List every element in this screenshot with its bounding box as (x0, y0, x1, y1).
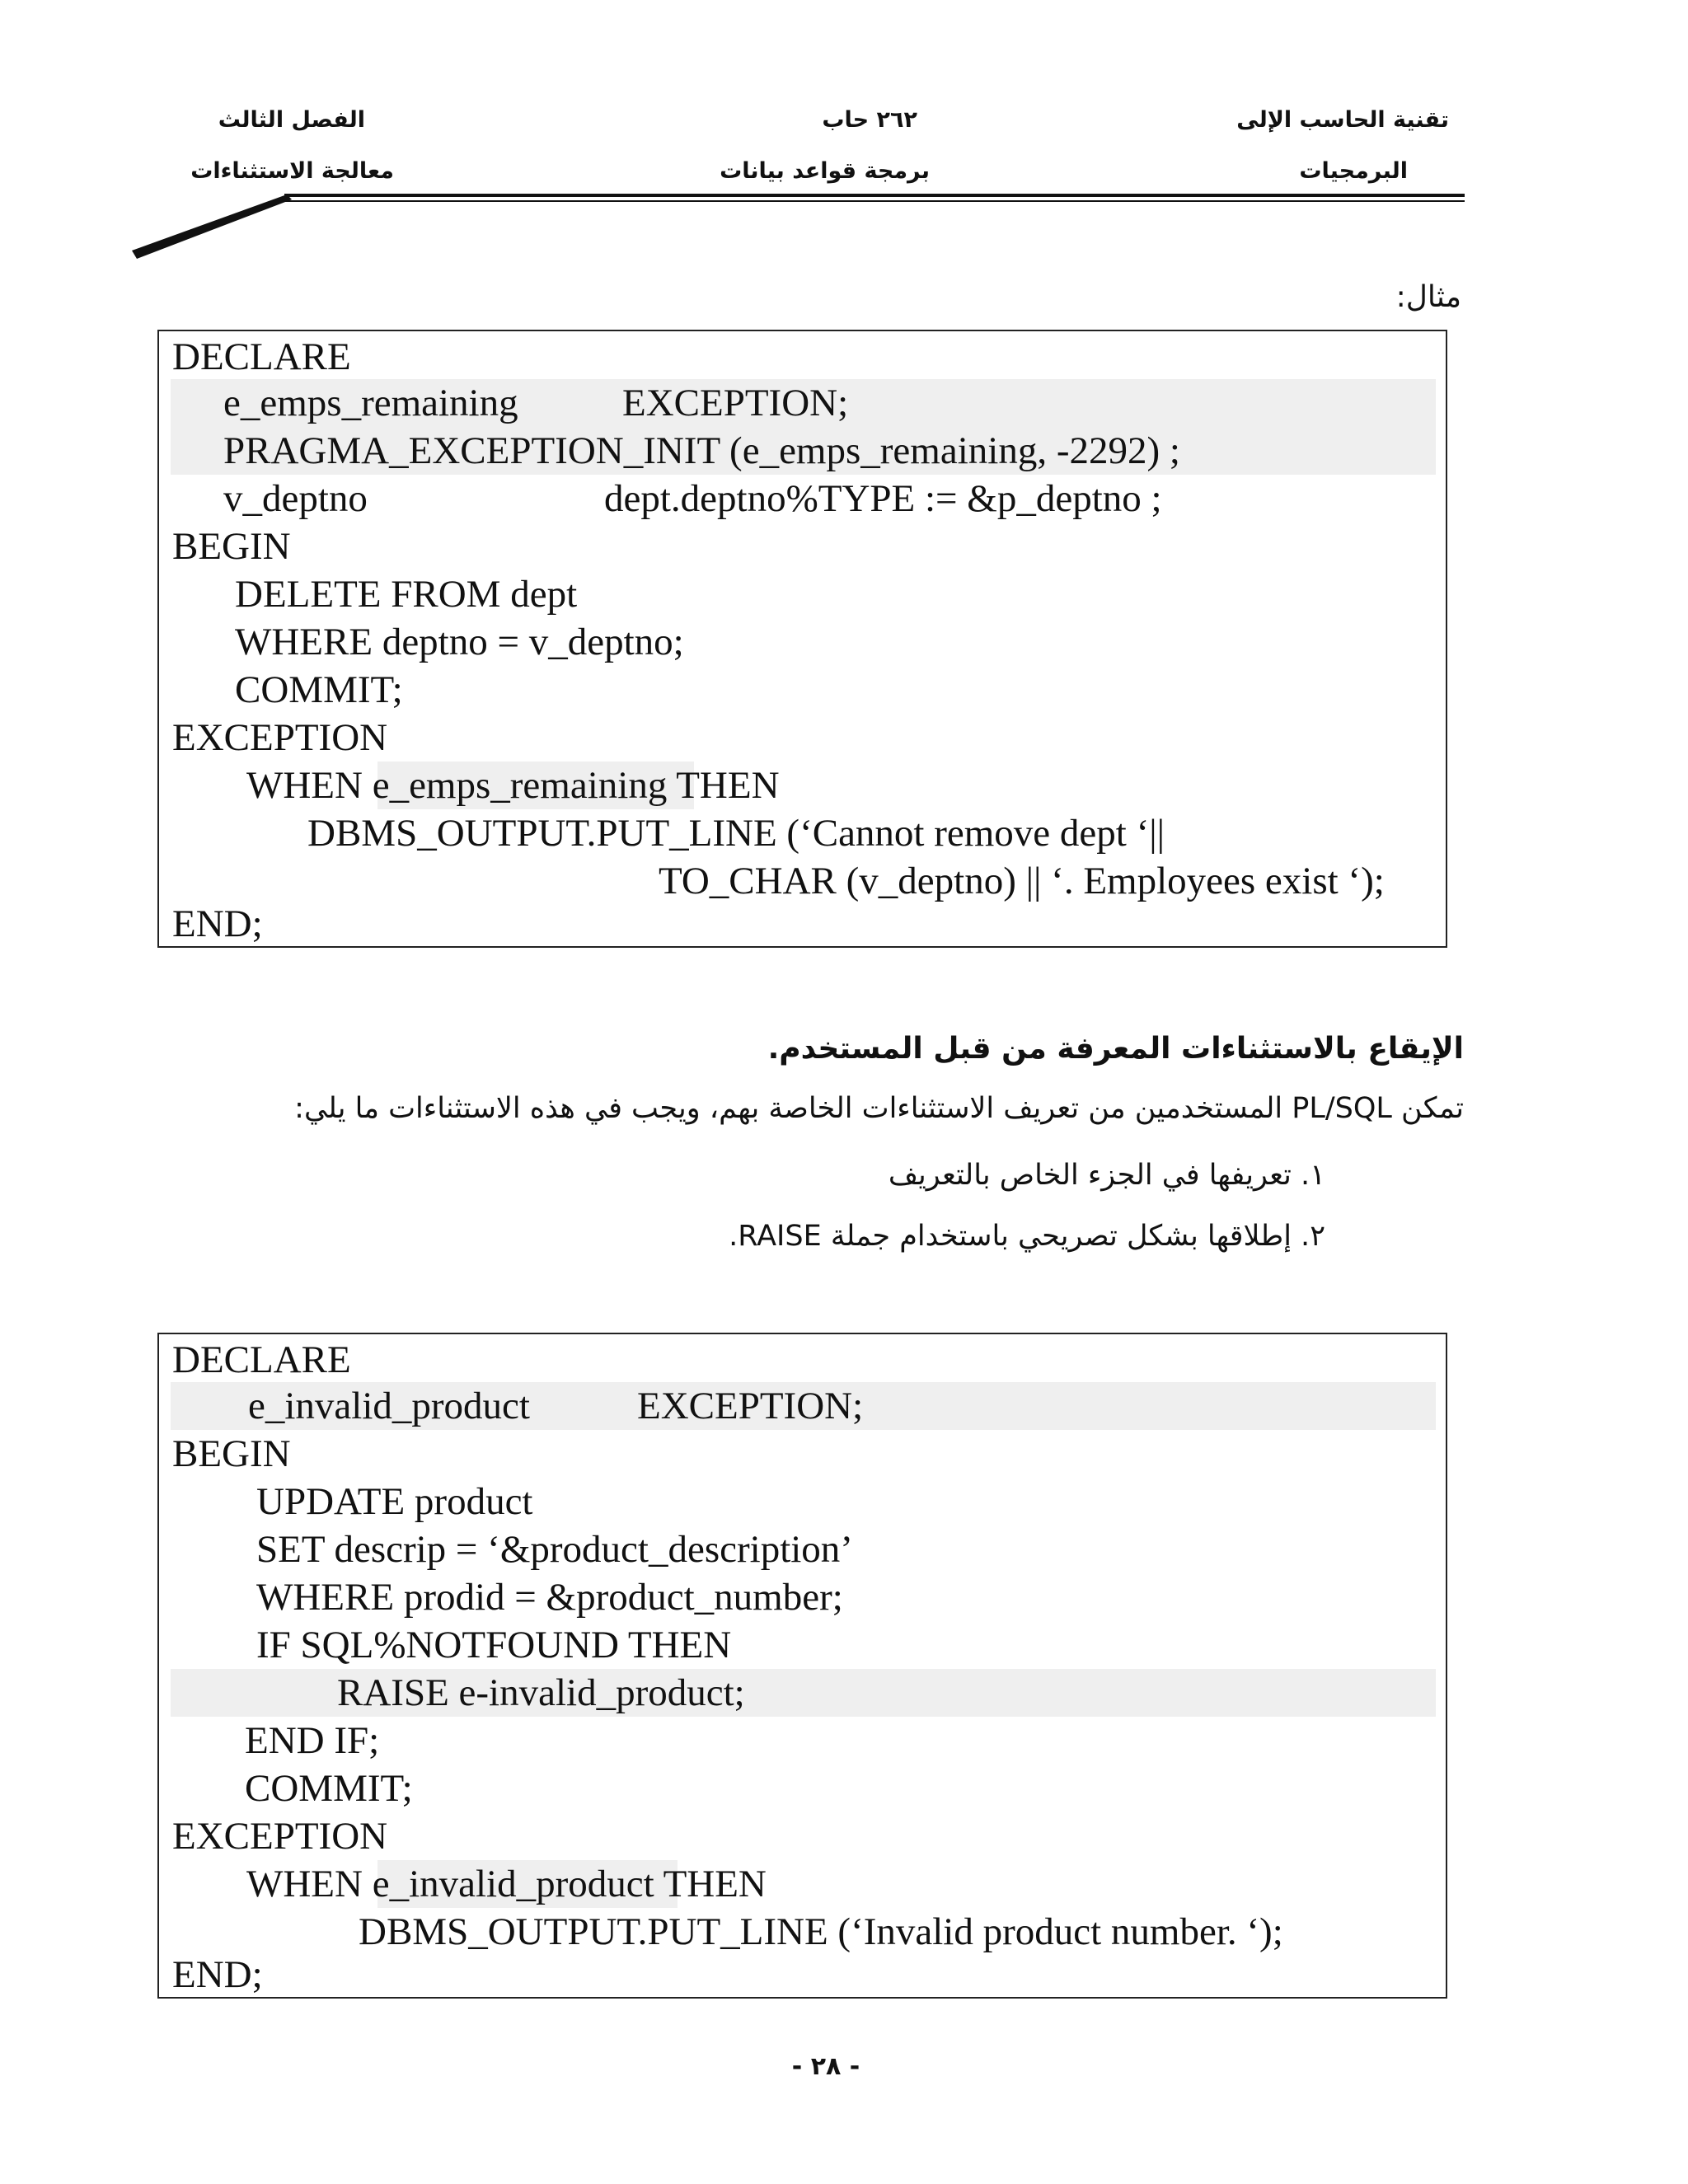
code-line-highlighted: PRAGMA_EXCEPTION_INIT (e_emps_remaining, -2292) ; (171, 427, 1436, 475)
list-item-1: ١. تعريفها في الجزء الخاص بالتعريف (888, 1159, 1325, 1192)
code-line: BEGIN (172, 1432, 291, 1475)
code-line: DECLARE (172, 335, 351, 378)
header-left-subtitle: معالجة الاستثناءات (190, 158, 394, 184)
code-line: IF SQL%NOTFOUND THEN (256, 1624, 732, 1666)
code-line-highlighted: RAISE e-invalid_product; (171, 1669, 1436, 1717)
code-line: BEGIN (172, 525, 291, 568)
header-rule-bottom (284, 200, 1465, 202)
code-block-2 (157, 1333, 1447, 1999)
header-rule-top (284, 194, 1465, 197)
code-line-highlighted: e_invalid_product EXCEPTION; (171, 1382, 1436, 1430)
code-line: UPDATE product (256, 1480, 533, 1523)
page-number: - ٢٨ - (791, 2052, 860, 2081)
code-line: DECLARE (172, 1338, 351, 1381)
code-line: EXCEPTION (172, 1815, 388, 1858)
list-item-2: ٢. إطلاقها بشكل تصريحي باستخدام جملة RAISE. (729, 1220, 1325, 1253)
code-line: END; (172, 902, 263, 945)
code-line: END; (172, 1953, 263, 1996)
header-center-title: ٢٦٢ حاب (822, 107, 917, 133)
header-center-subtitle: برمجة قواعد بيانات (720, 158, 930, 184)
code-line-highlighted: e_emps_remaining EXCEPTION; (171, 379, 1436, 427)
code-line: COMMIT; (235, 668, 403, 711)
code-line: EXCEPTION (172, 716, 388, 759)
code-line: SET descrip = ‘&product_description’ (256, 1528, 853, 1571)
code-line: WHEN e_emps_remaining THEN (246, 764, 780, 807)
code-line: DBMS_OUTPUT.PUT_LINE (‘Invalid product number. ‘); (359, 1910, 1283, 1953)
code-line: DBMS_OUTPUT.PUT_LINE (‘Cannot remove dept ‘|| (307, 812, 1165, 855)
header-right-title: تقنية الحاسب الإلى (1236, 107, 1449, 133)
code-line: COMMIT; (245, 1767, 413, 1810)
code-line: WHERE prodid = &product_number; (256, 1576, 843, 1619)
code-line: TO_CHAR (v_deptno) || ‘. Employees exist ‘); (659, 860, 1385, 902)
section-heading: الإيقاع بالاستثناءات المعرفة من قبل المستخدم. (767, 1032, 1464, 1066)
code-line: v_deptno dept.deptno%TYPE := &p_deptno ; (223, 477, 1162, 520)
header-right-subtitle: البرمجيات (1299, 158, 1408, 184)
code-line: WHEN e_invalid_product THEN (246, 1863, 767, 1905)
code-block-1 (157, 330, 1447, 948)
code-line: DELETE FROM dept (235, 573, 578, 616)
code-line: END IF; (245, 1719, 380, 1762)
section-intro: تمكن PL/SQL المستخدمين من تعريف الاستثناءات الخاصة بهم، ويجب في هذه الاستثناءات ما يلي: (294, 1092, 1464, 1125)
code-line: WHERE deptno = v_deptno; (235, 621, 684, 663)
header-left-title: الفصل الثالث (218, 107, 365, 133)
header-swoosh (132, 188, 297, 262)
example-label: مثال: (1395, 280, 1461, 314)
